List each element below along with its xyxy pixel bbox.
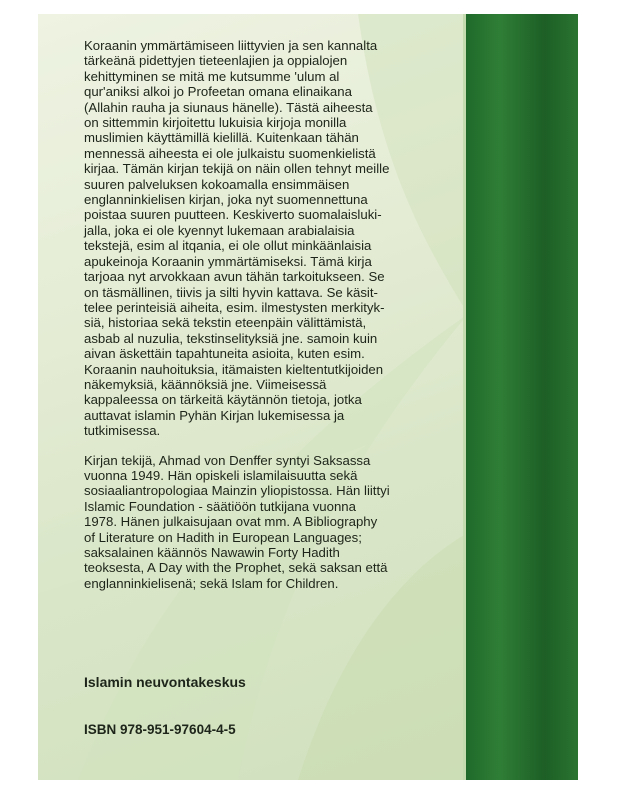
cover-text-block <box>84 38 436 591</box>
text-line: poistaa suuren puutteen. Keskiverto suomalaisluki- <box>84 207 382 223</box>
text-line: saksalainen käännös Nawawin Forty Hadith <box>84 545 340 560</box>
text-line: kirjaa. Tämän kirjan tekijä on näin ollen tehnyt meille <box>84 161 390 177</box>
text-line: telee perinteisiä aiheita, esim. ilmestysten merkityk- <box>84 299 385 315</box>
isbn-number: ISBN 978-951-97604-4-5 <box>84 722 236 737</box>
text-line: kappaleessa on tärkeitä käytännön tietoja, jotka <box>84 392 362 408</box>
text-line: kehittyminen se mitä me kutsumme 'ulum al <box>84 68 340 84</box>
text-line: qur'aniksi alkoi jo Profeetan omana elinaikana <box>84 84 352 100</box>
text-line: tarjoaa nyt arvokkaan avun tähän tarkoitukseen. Se <box>84 269 385 285</box>
text-line: Koraanin nauhoituksia, itämaisten kieltentutkijoiden <box>84 361 384 377</box>
text-line: on täsmällinen, tiivis ja silti hyvin kattava. Se käsit- <box>84 284 378 300</box>
text-line: of Literature on Hadith in European Languages; <box>84 529 362 545</box>
text-line: tutkimisessa. <box>84 423 161 439</box>
text-line: suuren palveluksen kokoamalla ensimmäisen <box>84 176 350 192</box>
text-line: tärkeänä pidettyjen tieteenlajien ja oppialojen <box>84 53 348 69</box>
text-line: muslimien käyttämillä kielillä. Kuitenkaan tähän <box>84 130 359 146</box>
back-cover <box>38 14 578 780</box>
green-spine-band <box>466 14 578 780</box>
text-line: näkemyksiä, käännöksiä jne. Viimeisessä <box>84 376 327 392</box>
text-line: auttavat islamin Pyhän Kirjan lukemisessa ja <box>84 407 345 423</box>
text-line: Kirjan tekijä, Ahmad von Denffer syntyi Saksassa <box>84 452 371 468</box>
text-line: teoksesta, A Day with the Prophet, sekä saksan että <box>84 560 388 576</box>
text-line: (Allahin rauha ja siunaus hänelle). Tästä aiheesta <box>84 99 373 115</box>
text-line: vuonna 1949. Hän opiskeli islamilaisuutta sekä <box>84 467 358 483</box>
description-paragraph <box>84 38 436 439</box>
text-line: englanninkielisenä; sekä Islam for Children. <box>84 575 339 591</box>
publisher-name: Islamin neuvontakeskus <box>84 674 246 690</box>
text-line: aivan äskettäin tapahtuneita asioita, kuten esim. <box>84 346 365 362</box>
text-line: tekstejä, esim al itqania, ei ole ollut minkäänlaisia <box>84 238 372 254</box>
text-line: mennessä aiheesta ei ole julkaistu suomenkielistä <box>84 145 376 161</box>
text-line: 1978. Hänen julkaisujaan ovat mm. A Bibliography <box>84 514 378 530</box>
author-paragraph <box>84 453 436 592</box>
text-line: jalla, joka ei ole kyennyt lukemaan arabialaisia <box>84 222 355 238</box>
text-line: Islamic Foundation - säätiöön tutkijana vuonna <box>84 498 356 514</box>
text-line: sosiaaliantropologiaa Mainzin yliopistossa. Hän liittyi <box>84 483 390 499</box>
text-line: Koraanin ymmärtämiseen liittyvien ja sen kannalta <box>84 38 378 53</box>
text-line: englanninkielisen kirjan, joka nyt suomennettuna <box>84 192 368 208</box>
text-line: apukeinoja Koraanin ymmärtämiseksi. Tämä kirja <box>84 253 372 269</box>
text-line: asbab al nuzulia, tekstinselityksiä jne. samoin kuin <box>84 330 378 346</box>
text-line: on sittemmin kirjoitettu lukuisia kirjoja monilla <box>84 115 347 131</box>
text-line: siä, historiaa sekä tekstin eteenpäin välittämistä, <box>84 315 367 331</box>
